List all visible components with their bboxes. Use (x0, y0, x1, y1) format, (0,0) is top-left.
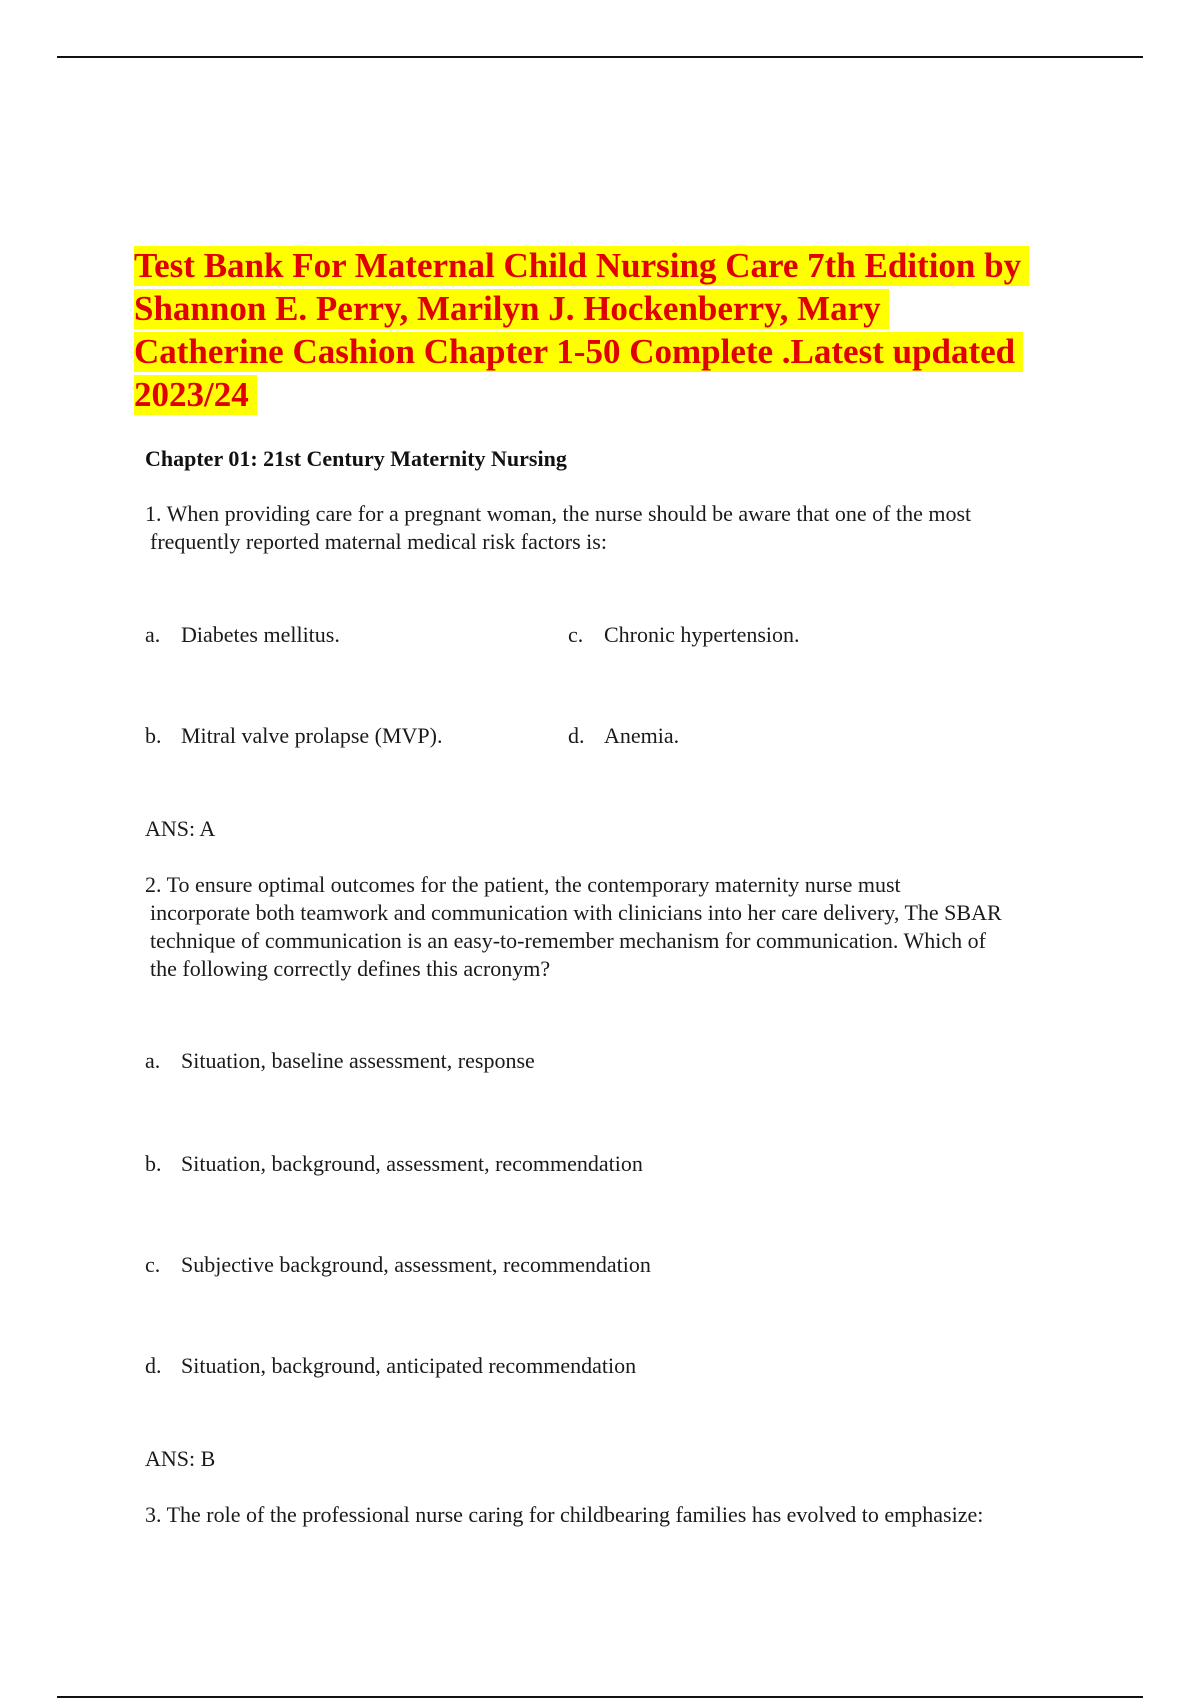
question-2-option-d (145, 1352, 636, 1380)
question-2-option-c (145, 1251, 651, 1279)
question-2-option-b (145, 1150, 643, 1178)
option-letter: c. (145, 1252, 161, 1277)
question-1-option-b (145, 722, 443, 750)
title-line-2: Shannon E. Perry, Marilyn J. Hockenberry, Mary (134, 289, 889, 329)
question-3-line-1: 3. The role of the professional nurse caring for childbearing families has evolved to emphasize: (145, 1502, 984, 1527)
document-title (134, 244, 1094, 416)
option-letter: a. (145, 622, 161, 647)
question-2-line-3: technique of communication is an easy-to-remember mechanism for communication. Which of (150, 928, 986, 953)
question-1-line-2: frequently reported maternal medical risk factors is: (150, 529, 607, 554)
question-1-option-c (568, 621, 800, 649)
question-2-line-1: 2. To ensure optimal outcomes for the patient, the contemporary maternity nurse must (145, 872, 901, 897)
option-letter: b. (145, 723, 162, 748)
question-2-text (145, 871, 1085, 983)
question-1-answer: ANS: A (145, 816, 216, 841)
question-2-line-2: incorporate both teamwork and communication with clinicians into her care delivery, The SBAR (150, 900, 1002, 925)
option-text: Situation, background, assessment, recommendation (181, 1151, 643, 1176)
title-line-4: 2023/24 (134, 375, 257, 415)
question-3-text (145, 1501, 1135, 1529)
question-1-line-1: 1. When providing care for a pregnant woman, the nurse should be aware that one of the most (145, 501, 972, 526)
chapter-heading: Chapter 01: 21st Century Maternity Nursing (145, 446, 567, 471)
option-text: Chronic hypertension. (604, 622, 800, 647)
option-text: Diabetes mellitus. (181, 622, 340, 647)
question-2-line-4: the following correctly defines this acronym? (150, 956, 551, 981)
top-rule (57, 56, 1143, 58)
title-line-1: Test Bank For Maternal Child Nursing Care 7th Edition by (134, 246, 1029, 286)
option-letter: d. (568, 723, 585, 748)
question-2-answer: ANS: B (145, 1446, 216, 1471)
title-line-3: Catherine Cashion Chapter 1-50 Complete .Latest updated (134, 332, 1023, 372)
option-text: Mitral valve prolapse (MVP). (181, 723, 443, 748)
option-letter: b. (145, 1151, 162, 1176)
option-letter: c. (568, 622, 584, 647)
option-text: Anemia. (604, 723, 680, 748)
option-letter: a. (145, 1048, 161, 1073)
option-letter: d. (145, 1353, 162, 1378)
question-1-option-d (568, 722, 679, 750)
option-text: Situation, baseline assessment, response (181, 1048, 535, 1073)
question-1-text (145, 500, 1085, 556)
question-2-option-a (145, 1047, 535, 1075)
question-1-option-a (145, 621, 340, 649)
bottom-rule (57, 1696, 1143, 1698)
option-text: Subjective background, assessment, recommendation (181, 1252, 651, 1277)
option-text: Situation, background, anticipated recommendation (181, 1353, 637, 1378)
